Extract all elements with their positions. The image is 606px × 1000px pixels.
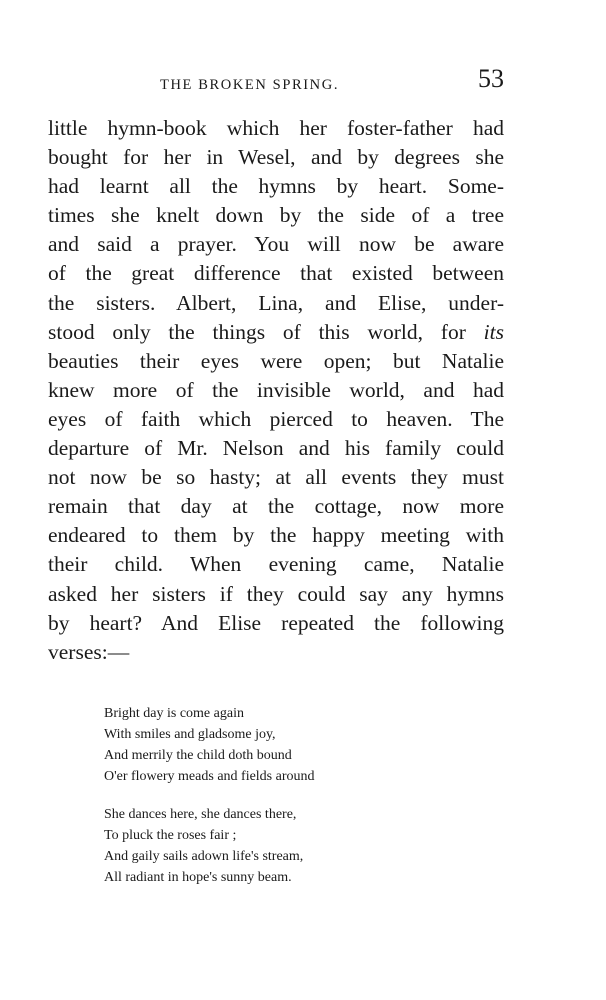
- poem-stanza-2: [104, 804, 374, 888]
- text-line: stood only the things of this world, for its: [48, 319, 504, 344]
- verse-line: Bright day is come again: [104, 706, 244, 721]
- text-line: departure of Mr. Nelson and his family could: [48, 436, 504, 461]
- text-line: little hymn-book which her foster-father had: [48, 116, 504, 140]
- text-line: and said a prayer. You will now be aware: [48, 232, 504, 257]
- text-line: not now be so hasty; at all events they must: [48, 465, 504, 490]
- verse-line: O'er flowery meads and fields around: [104, 769, 315, 784]
- emphasis: its: [483, 319, 504, 344]
- body-paragraph: [48, 114, 504, 667]
- text-line: times she knelt down by the side of a tree: [48, 203, 504, 228]
- verse-line: And merrily the child doth bound: [104, 748, 292, 763]
- running-head: THE BROKEN SPRING.: [160, 77, 340, 93]
- text-line: verses:—: [48, 639, 130, 664]
- text-line: asked her sisters if they could say any hymns: [48, 581, 504, 606]
- poem-stanza-1: [104, 703, 374, 787]
- verse-line: And gaily sails adown life's stream,: [104, 849, 304, 864]
- text-line: by heart? And Elise repeated the following: [48, 610, 504, 635]
- text-line: their child. When evening came, Natalie: [48, 552, 504, 577]
- text-line: bought for her in Wesel, and by degrees she: [48, 145, 504, 170]
- verse-line: All radiant in hope's sunny beam.: [104, 870, 292, 885]
- text-line: had learnt all the hymns by heart. Some-: [48, 174, 504, 199]
- verse-line: With smiles and gladsome joy,: [104, 727, 276, 742]
- text-line: endeared to them by the happy meeting with: [48, 523, 504, 548]
- text-line: knew more of the invisible world, and had: [48, 377, 504, 402]
- verse-line: To pluck the roses fair ;: [104, 828, 237, 843]
- text-line: beauties their eyes were open; but Natalie: [48, 348, 504, 373]
- text-line: remain that day at the cottage, now more: [48, 494, 504, 519]
- text-line: eyes of faith which pierced to heaven. The: [48, 406, 504, 431]
- page-number: 53: [478, 64, 504, 93]
- text-line: the sisters. Albert, Lina, and Elise, under-: [48, 290, 504, 315]
- text-line: of the great difference that existed between: [48, 261, 504, 286]
- verse-line: She dances here, she dances there,: [104, 807, 297, 822]
